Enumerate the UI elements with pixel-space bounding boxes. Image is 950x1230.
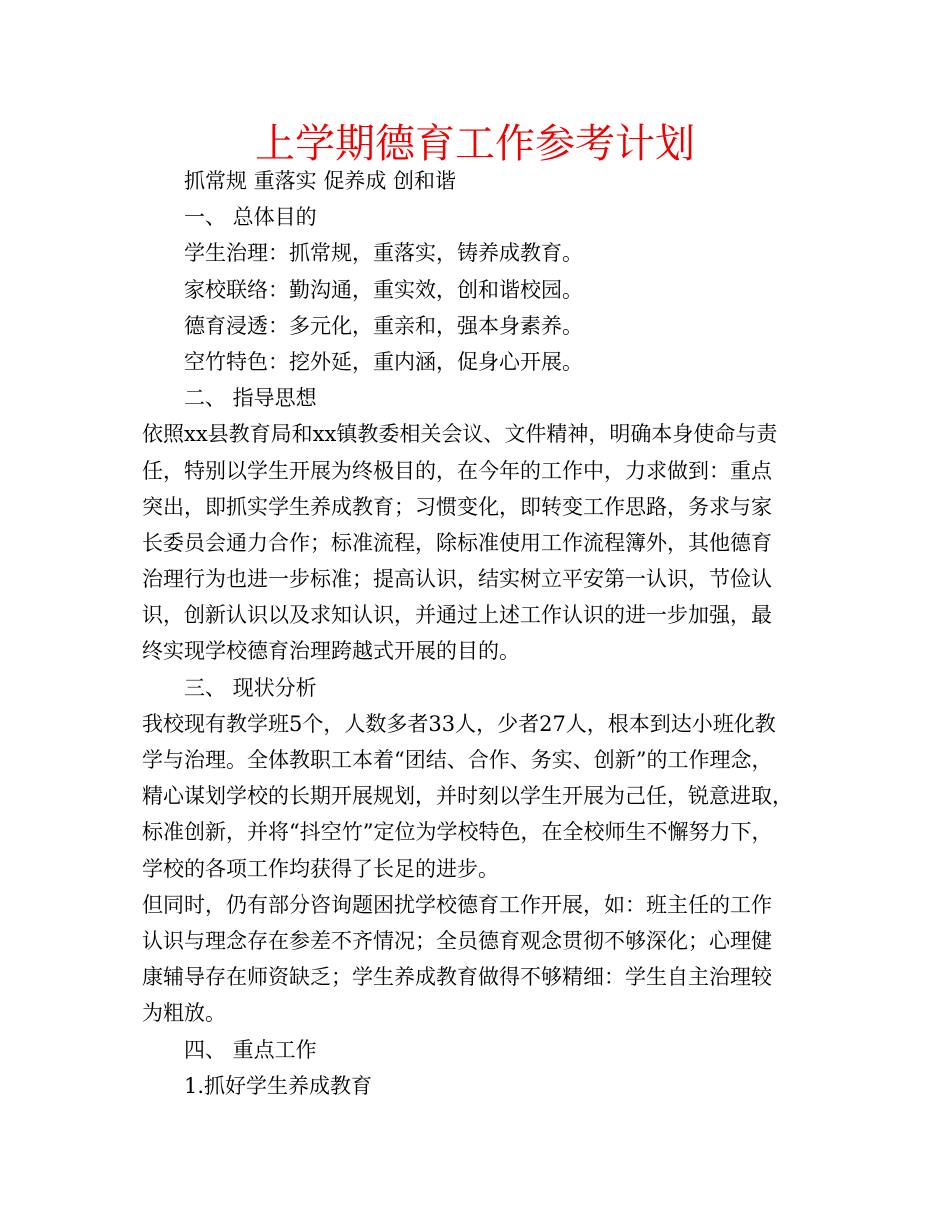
paragraph-line: 学与治理。全体教职工本着“团结、合作、务实、创新”的工作理念， xyxy=(142,748,773,772)
paragraph-line: 识，创新认识以及求知认识，并通过上述工作认识的进一步加强，最 xyxy=(142,603,772,628)
goal-line: 德育浸透：多元化，重亲和，强本身素养。 xyxy=(184,313,583,338)
document-body xyxy=(142,163,812,1104)
section-heading: 四、 重点工作 xyxy=(184,1037,317,1062)
section-heading: 一、 总体目的 xyxy=(184,205,317,230)
paragraph-line: 依照xx县教育局和xx镇教委相关会议、文件精神，明确本身使命与责 xyxy=(142,422,778,447)
section-heading: 二、 指导思想 xyxy=(184,386,317,411)
paragraph-line: 认识与理念存在参差不齐情况；全员德育观念贯彻不够深化；心理健 xyxy=(142,928,772,953)
paragraph-line: 精心谋划学校的长期开展规划，并时刻以学生开展为己任，锐意进取， xyxy=(142,784,793,809)
slogan-line: 抓常规 重落实 促养成 创和谐 xyxy=(184,169,457,193)
paragraph-line: 康辅导存在师资缺乏；学生养成教育做得不够精细：学生自主治理较 xyxy=(142,965,772,990)
subsection-heading: 1.抓好学生养成教育 xyxy=(184,1073,373,1098)
paragraph-line: 标准创新，并将“抖空竹”定位为学校特色，在全校师生不懈努力下， xyxy=(142,820,773,845)
paragraph-line: 长委员会通力合作；标准流程，除标准使用工作流程簿外，其他德育 xyxy=(142,530,772,555)
paragraph-line: 治理行为也进一步标准；提高认识，结实树立平安第一认识，节俭认 xyxy=(142,567,772,592)
paragraph-line: 为粗放。 xyxy=(142,1001,226,1026)
goal-line: 家校联络：勤沟通，重实效，创和谐校园。 xyxy=(184,277,583,302)
document-title: 上学期德育工作参考计划 xyxy=(255,121,695,167)
goal-line: 空竹特色：挖外延，重内涵，促身心开展。 xyxy=(184,349,583,374)
paragraph-line: 突出，即抓实学生养成教育；习惯变化，即转变工作思路，务求与家 xyxy=(142,494,772,519)
paragraph-line: 任，特别以学生开展为终极目的，在今年的工作中，力求做到：重点 xyxy=(142,458,772,483)
paragraph-line: 我校现有教学班5个，人数多者33人，少者27人，根本到达小班化教 xyxy=(142,711,776,736)
paragraph-line: 终实现学校德育治理跨越式开展的目的。 xyxy=(142,639,520,664)
goal-line: 学生治理：抓常规，重落实，铸养成教育。 xyxy=(184,241,583,266)
paragraph-line: 学校的各项工作均获得了长足的进步。 xyxy=(142,856,499,881)
section-heading: 三、 现状分析 xyxy=(184,675,317,700)
paragraph-line: 但同时，仍有部分咨询题困扰学校德育工作开展，如：班主任的工作 xyxy=(142,892,772,917)
